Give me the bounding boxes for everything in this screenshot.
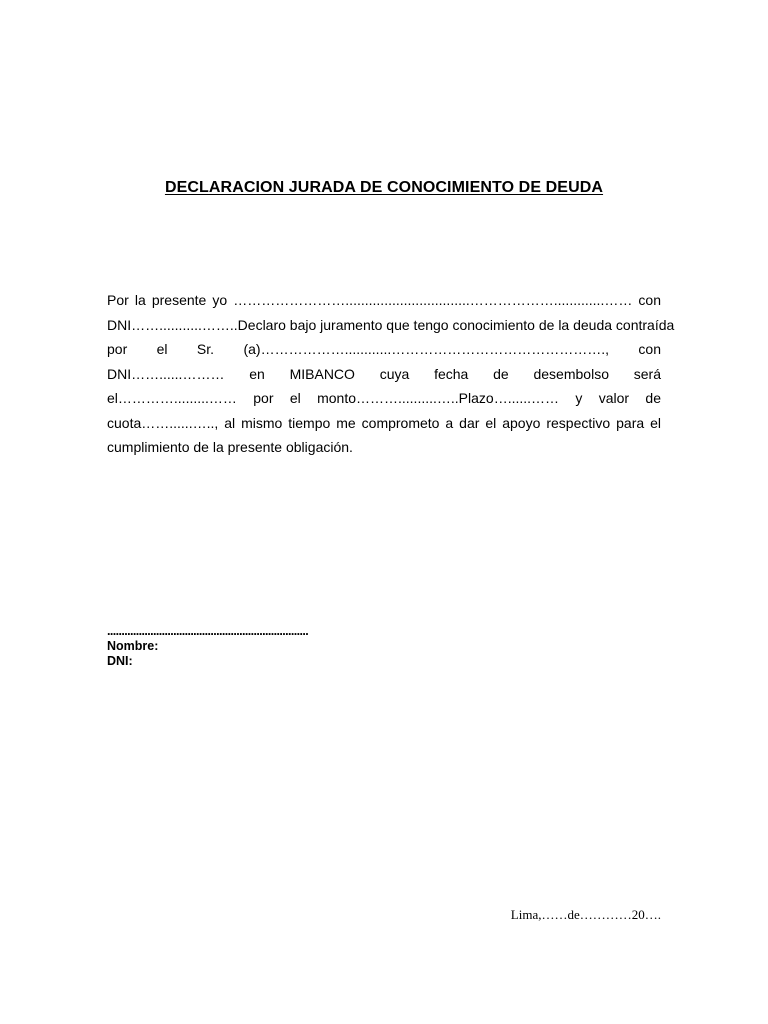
document-title: DECLARACION JURADA DE CONOCIMIENTO DE DEUDA (164, 179, 604, 196)
signature-block (107, 624, 407, 669)
paragraph-line: DNI……......……… en MIBANCO cuya fecha de desembolso será (107, 365, 661, 382)
paragraph-line: por el Sr. (a)………………............………………………………………., con (107, 341, 661, 357)
date-line: Lima,……de…………20…. (510, 907, 661, 922)
signature-line: ...................................................................... (107, 624, 309, 638)
paragraph-line: cumplimiento de la presente obligación. (107, 439, 353, 455)
dni-label: DNI: (107, 654, 133, 668)
paragraph-line: DNI……...........……..Declaro bajo juramento que tengo conocimiento de la deuda contraída (107, 316, 675, 333)
paragraph-line: el………….........…… por el monto………..........…..Plazo…......…… y valor de (107, 390, 661, 406)
name-label: Nombre: (107, 639, 159, 653)
paragraph-line: Por la presente yo ……………………................................……………….............…… con (107, 292, 661, 308)
declaration-paragraph (107, 288, 675, 460)
paragraph-line: cuota……......….., al mismo tiempo me comprometo a dar el apoyo respectivo para el (107, 414, 661, 431)
